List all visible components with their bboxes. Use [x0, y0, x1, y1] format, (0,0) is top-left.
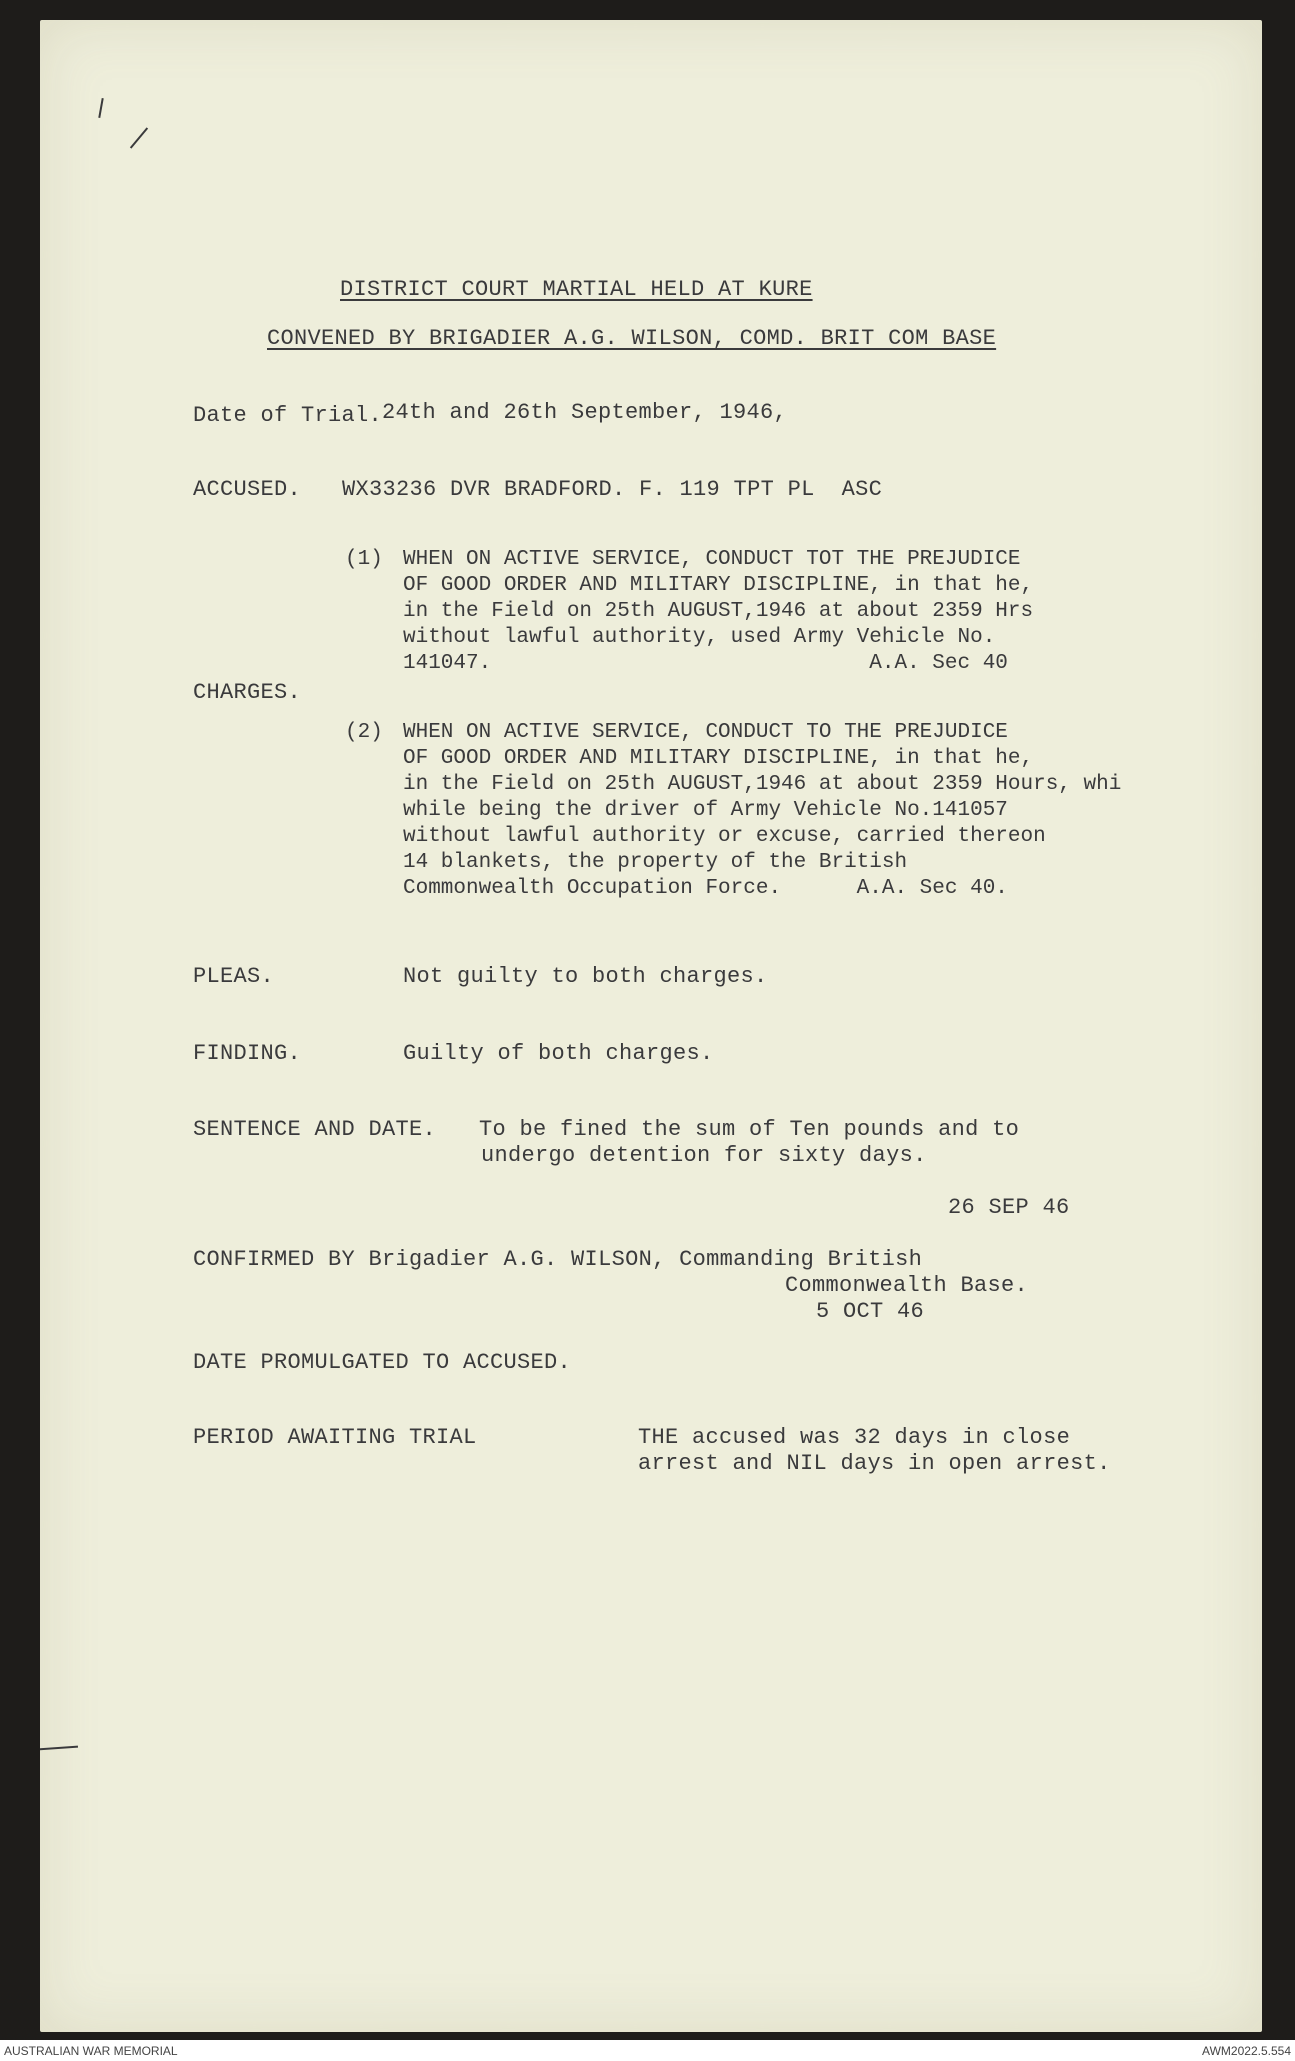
charge-2-line: while being the driver of Army Vehicle No.141057: [403, 799, 1008, 822]
document-page: [40, 20, 1262, 2032]
charge-2-line: WHEN ON ACTIVE SERVICE, CONDUCT TO THE PREJUDICE: [403, 721, 1008, 744]
document-title: DISTRICT COURT MARTIAL HELD AT KURE: [340, 277, 813, 302]
footer-reference: AWM2022.5.554: [1202, 2044, 1291, 2058]
charge-2-line: Commonwealth Occupation Force. A.A. Sec 40.: [403, 877, 1008, 900]
confirmed-date: 5 OCT 46: [816, 1299, 925, 1324]
finding-label: FINDING.: [193, 1041, 302, 1066]
sentence-label: SENTENCE AND DATE.: [193, 1117, 437, 1142]
period-label: PERIOD AWAITING TRIAL: [193, 1425, 477, 1450]
charge-1-line: 141047. A.A. Sec 40: [403, 652, 1008, 675]
charge-1-line: OF GOOD ORDER AND MILITARY DISCIPLINE, in that he,: [403, 574, 1034, 597]
date-of-trial-value: 24th and 26th September, 1946,: [382, 400, 788, 425]
confirmed-line: Commonwealth Base.: [785, 1273, 1029, 1298]
charge-2-line: without lawful authority or excuse, carried thereon: [403, 825, 1046, 848]
pleas-value: Not guilty to both charges.: [403, 964, 768, 989]
charge-1-line: in the Field on 25th AUGUST,1946 at about 2359 Hrs: [403, 600, 1034, 623]
footer-institution: AUSTRALIAN WAR MEMORIAL: [4, 2044, 178, 2058]
charges-label: CHARGES.: [193, 680, 302, 705]
date-of-trial-label: Date of Trial.: [193, 403, 383, 428]
charge-1-line: without lawful authority, used Army Vehicle No.: [403, 626, 996, 649]
charge-2-line: OF GOOD ORDER AND MILITARY DISCIPLINE, in that he,: [403, 747, 1034, 770]
promulgated-label: DATE PROMULGATED TO ACCUSED.: [193, 1350, 572, 1375]
pleas-label: PLEAS.: [193, 964, 275, 989]
sentence-line: undergo detention for sixty days.: [481, 1143, 927, 1168]
charge-number: (2): [345, 721, 383, 744]
period-line: arrest and NIL days in open arrest.: [638, 1451, 1111, 1476]
confirmed-line: CONFIRMED BY Brigadier A.G. WILSON, Commanding British: [193, 1247, 923, 1272]
sentence-date: 26 SEP 46: [948, 1195, 1070, 1220]
margin-mark: [40, 1746, 78, 1751]
charge-1-line: WHEN ON ACTIVE SERVICE, CONDUCT TOT THE PREJUDICE: [403, 548, 1021, 571]
sentence-line: To be fined the sum of Ten pounds and to: [479, 1117, 1020, 1142]
finding-value: Guilty of both charges.: [403, 1041, 714, 1066]
accused-label: ACCUSED.: [193, 477, 302, 502]
charge-number: (1): [345, 548, 383, 571]
period-line: THE accused was 32 days in close: [638, 1425, 1071, 1450]
charge-2-line: in the Field on 25th AUGUST,1946 at about 2359 Hours, whi: [403, 773, 1122, 796]
accused-value: WX33236 DVR BRADFORD. F. 119 TPT PL ASC: [342, 477, 883, 502]
convened-by: CONVENED BY BRIGADIER A.G. WILSON, COMD. BRIT COM BASE: [267, 326, 997, 351]
charge-2-line: 14 blankets, the property of the British: [403, 851, 908, 874]
pencil-mark: [130, 127, 148, 148]
pencil-mark: [98, 98, 103, 118]
archive-footer: [0, 2040, 1295, 2061]
